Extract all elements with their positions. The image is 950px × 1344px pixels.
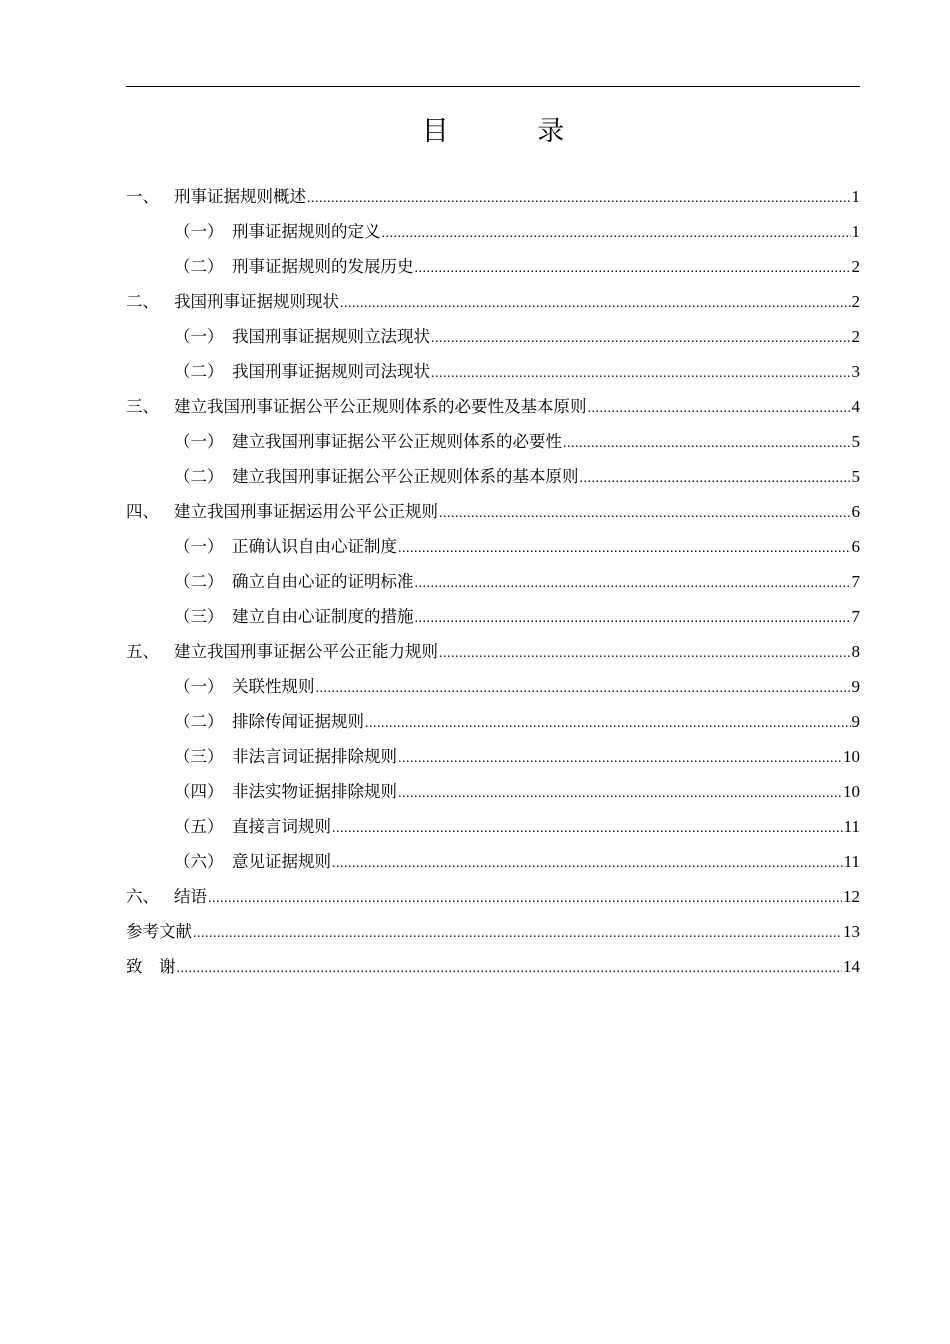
toc-page-number: 7 xyxy=(851,572,860,591)
toc-page-number: 1 xyxy=(851,187,860,206)
toc-entry-number: 五、 xyxy=(126,642,159,661)
toc-entry[interactable] xyxy=(126,214,860,249)
toc-page-number: 2 xyxy=(851,292,860,311)
toc-entry-title: 正确认识自由心证制度 xyxy=(232,537,397,556)
toc-dot-leader xyxy=(563,426,851,461)
toc-entry-title: 建立我国刑事证据公平公正规则体系的必要性 xyxy=(232,432,562,451)
toc-entry[interactable] xyxy=(126,599,860,634)
toc-entry[interactable] xyxy=(126,424,860,459)
toc-entry-number: （三） xyxy=(174,747,224,766)
toc-entry[interactable] xyxy=(126,389,860,424)
toc-page-number: 2 xyxy=(851,327,860,346)
toc-entry[interactable] xyxy=(126,949,860,984)
toc-entry-number: （一） xyxy=(174,537,224,556)
toc-dot-leader xyxy=(332,846,843,881)
toc-page-number: 9 xyxy=(851,677,860,696)
toc-entry[interactable] xyxy=(126,774,860,809)
toc-entry-number: （二） xyxy=(174,362,224,381)
toc-entry-title: 建立我国刑事证据公平公正能力规则 xyxy=(174,642,438,661)
toc-page-number: 6 xyxy=(851,537,860,556)
toc-entry[interactable] xyxy=(126,704,860,739)
toc-dot-leader xyxy=(316,671,851,706)
toc-entry-number: 四、 xyxy=(126,502,159,521)
toc-page-number: 10 xyxy=(843,747,860,766)
toc-entry[interactable] xyxy=(126,634,860,669)
toc-entry[interactable] xyxy=(126,669,860,704)
toc-dot-leader xyxy=(208,881,842,916)
toc-dot-leader xyxy=(382,216,851,251)
toc-dot-leader xyxy=(398,741,842,776)
toc-entry[interactable] xyxy=(126,494,860,529)
toc-entry-number: （四） xyxy=(174,782,224,801)
toc-dot-leader xyxy=(365,706,851,741)
table-of-contents xyxy=(126,179,860,984)
toc-entry-number: （三） xyxy=(174,607,224,626)
toc-entry[interactable] xyxy=(126,564,860,599)
toc-entry-title: 直接言词规则 xyxy=(232,817,331,836)
toc-page-number: 9 xyxy=(851,712,860,731)
toc-dot-leader xyxy=(332,811,843,846)
toc-entry-title: 非法言词证据排除规则 xyxy=(232,747,397,766)
toc-page-number: 5 xyxy=(851,432,860,451)
toc-entry-number: （一） xyxy=(174,327,224,346)
toc-entry-title: 排除传闻证据规则 xyxy=(232,712,364,731)
toc-entry-number: 三、 xyxy=(126,397,159,416)
toc-dot-leader xyxy=(340,286,851,321)
toc-dot-leader xyxy=(431,321,851,356)
toc-entry-title: 建立我国刑事证据公平公正规则体系的必要性及基本原则 xyxy=(174,397,587,416)
toc-entry-title: 结语 xyxy=(174,887,207,906)
toc-entry-number: 二、 xyxy=(126,292,159,311)
toc-dot-leader xyxy=(193,916,842,951)
toc-entry-number: （二） xyxy=(174,467,224,486)
toc-entry-number: （五） xyxy=(174,817,224,836)
toc-entry-title: 参考文献 xyxy=(126,922,192,941)
toc-entry-title: 刑事证据规则的定义 xyxy=(232,222,381,241)
toc-entry-title: 建立我国刑事证据公平公正规则体系的基本原则 xyxy=(232,467,579,486)
toc-entry-number: （一） xyxy=(174,222,224,241)
toc-dot-leader xyxy=(439,496,851,531)
toc-entry-number: 六、 xyxy=(126,887,159,906)
toc-entry-number: 一、 xyxy=(126,187,159,206)
toc-entry-title: 建立我国刑事证据运用公平公正规则 xyxy=(174,502,438,521)
toc-page-number: 7 xyxy=(851,607,860,626)
toc-entry-number: （二） xyxy=(174,257,224,276)
toc-entry[interactable] xyxy=(126,249,860,284)
toc-dot-leader xyxy=(415,601,851,636)
toc-entry-number: （一） xyxy=(174,677,224,696)
toc-entry-number: （一） xyxy=(174,432,224,451)
toc-entry[interactable] xyxy=(126,739,860,774)
toc-dot-leader xyxy=(415,251,851,286)
toc-page-number: 1 xyxy=(851,222,860,241)
toc-entry-title: 我国刑事证据规则现状 xyxy=(174,292,339,311)
toc-page-number: 4 xyxy=(851,397,860,416)
toc-entry[interactable] xyxy=(126,354,860,389)
toc-entry-title: 关联性规则 xyxy=(232,677,315,696)
toc-entry[interactable] xyxy=(126,179,860,214)
toc-entry-title: 建立自由心证制度的措施 xyxy=(232,607,414,626)
toc-entry[interactable] xyxy=(126,914,860,949)
toc-entry-title: 意见证据规则 xyxy=(232,852,331,871)
toc-dot-leader xyxy=(580,461,851,496)
toc-page-number: 3 xyxy=(851,362,860,381)
toc-entry-number: （二） xyxy=(174,712,224,731)
toc-page-number: 10 xyxy=(843,782,860,801)
toc-dot-leader xyxy=(307,181,851,216)
toc-dot-leader xyxy=(398,531,851,566)
toc-page-number: 6 xyxy=(851,502,860,521)
toc-entry-title: 确立自由心证的证明标准 xyxy=(232,572,414,591)
toc-page-number: 11 xyxy=(843,852,860,871)
toc-dot-leader xyxy=(398,776,842,811)
toc-page-number: 12 xyxy=(843,887,860,906)
toc-entry-title: 刑事证据规则的发展历史 xyxy=(232,257,414,276)
toc-dot-leader xyxy=(177,951,843,986)
toc-dot-leader xyxy=(439,636,851,671)
toc-page-number: 14 xyxy=(843,957,860,976)
toc-page-number: 13 xyxy=(843,922,860,941)
toc-dot-leader xyxy=(588,391,851,426)
toc-dot-leader xyxy=(431,356,851,391)
toc-page-number: 8 xyxy=(851,642,860,661)
toc-entry[interactable] xyxy=(126,529,860,564)
toc-page-number: 5 xyxy=(851,467,860,486)
toc-entry[interactable] xyxy=(126,319,860,354)
toc-entry[interactable] xyxy=(126,844,860,879)
header-rule xyxy=(126,86,860,87)
toc-entry-title: 我国刑事证据规则立法现状 xyxy=(232,327,430,346)
toc-page-number: 11 xyxy=(843,817,860,836)
toc-entry[interactable] xyxy=(126,879,860,914)
toc-dot-leader xyxy=(415,566,851,601)
page-title: 目 录 xyxy=(421,116,605,147)
toc-page-number: 2 xyxy=(851,257,860,276)
toc-entry[interactable] xyxy=(126,809,860,844)
toc-entry-number: （二） xyxy=(174,572,224,591)
toc-entry-title: 致 谢 xyxy=(126,957,176,976)
toc-entry[interactable] xyxy=(126,459,860,494)
toc-entry-title: 我国刑事证据规则司法现状 xyxy=(232,362,430,381)
toc-entry-title: 刑事证据规则概述 xyxy=(174,187,306,206)
toc-entry-number: （六） xyxy=(174,852,224,871)
toc-entry-title: 非法实物证据排除规则 xyxy=(232,782,397,801)
toc-entry[interactable] xyxy=(126,284,860,319)
